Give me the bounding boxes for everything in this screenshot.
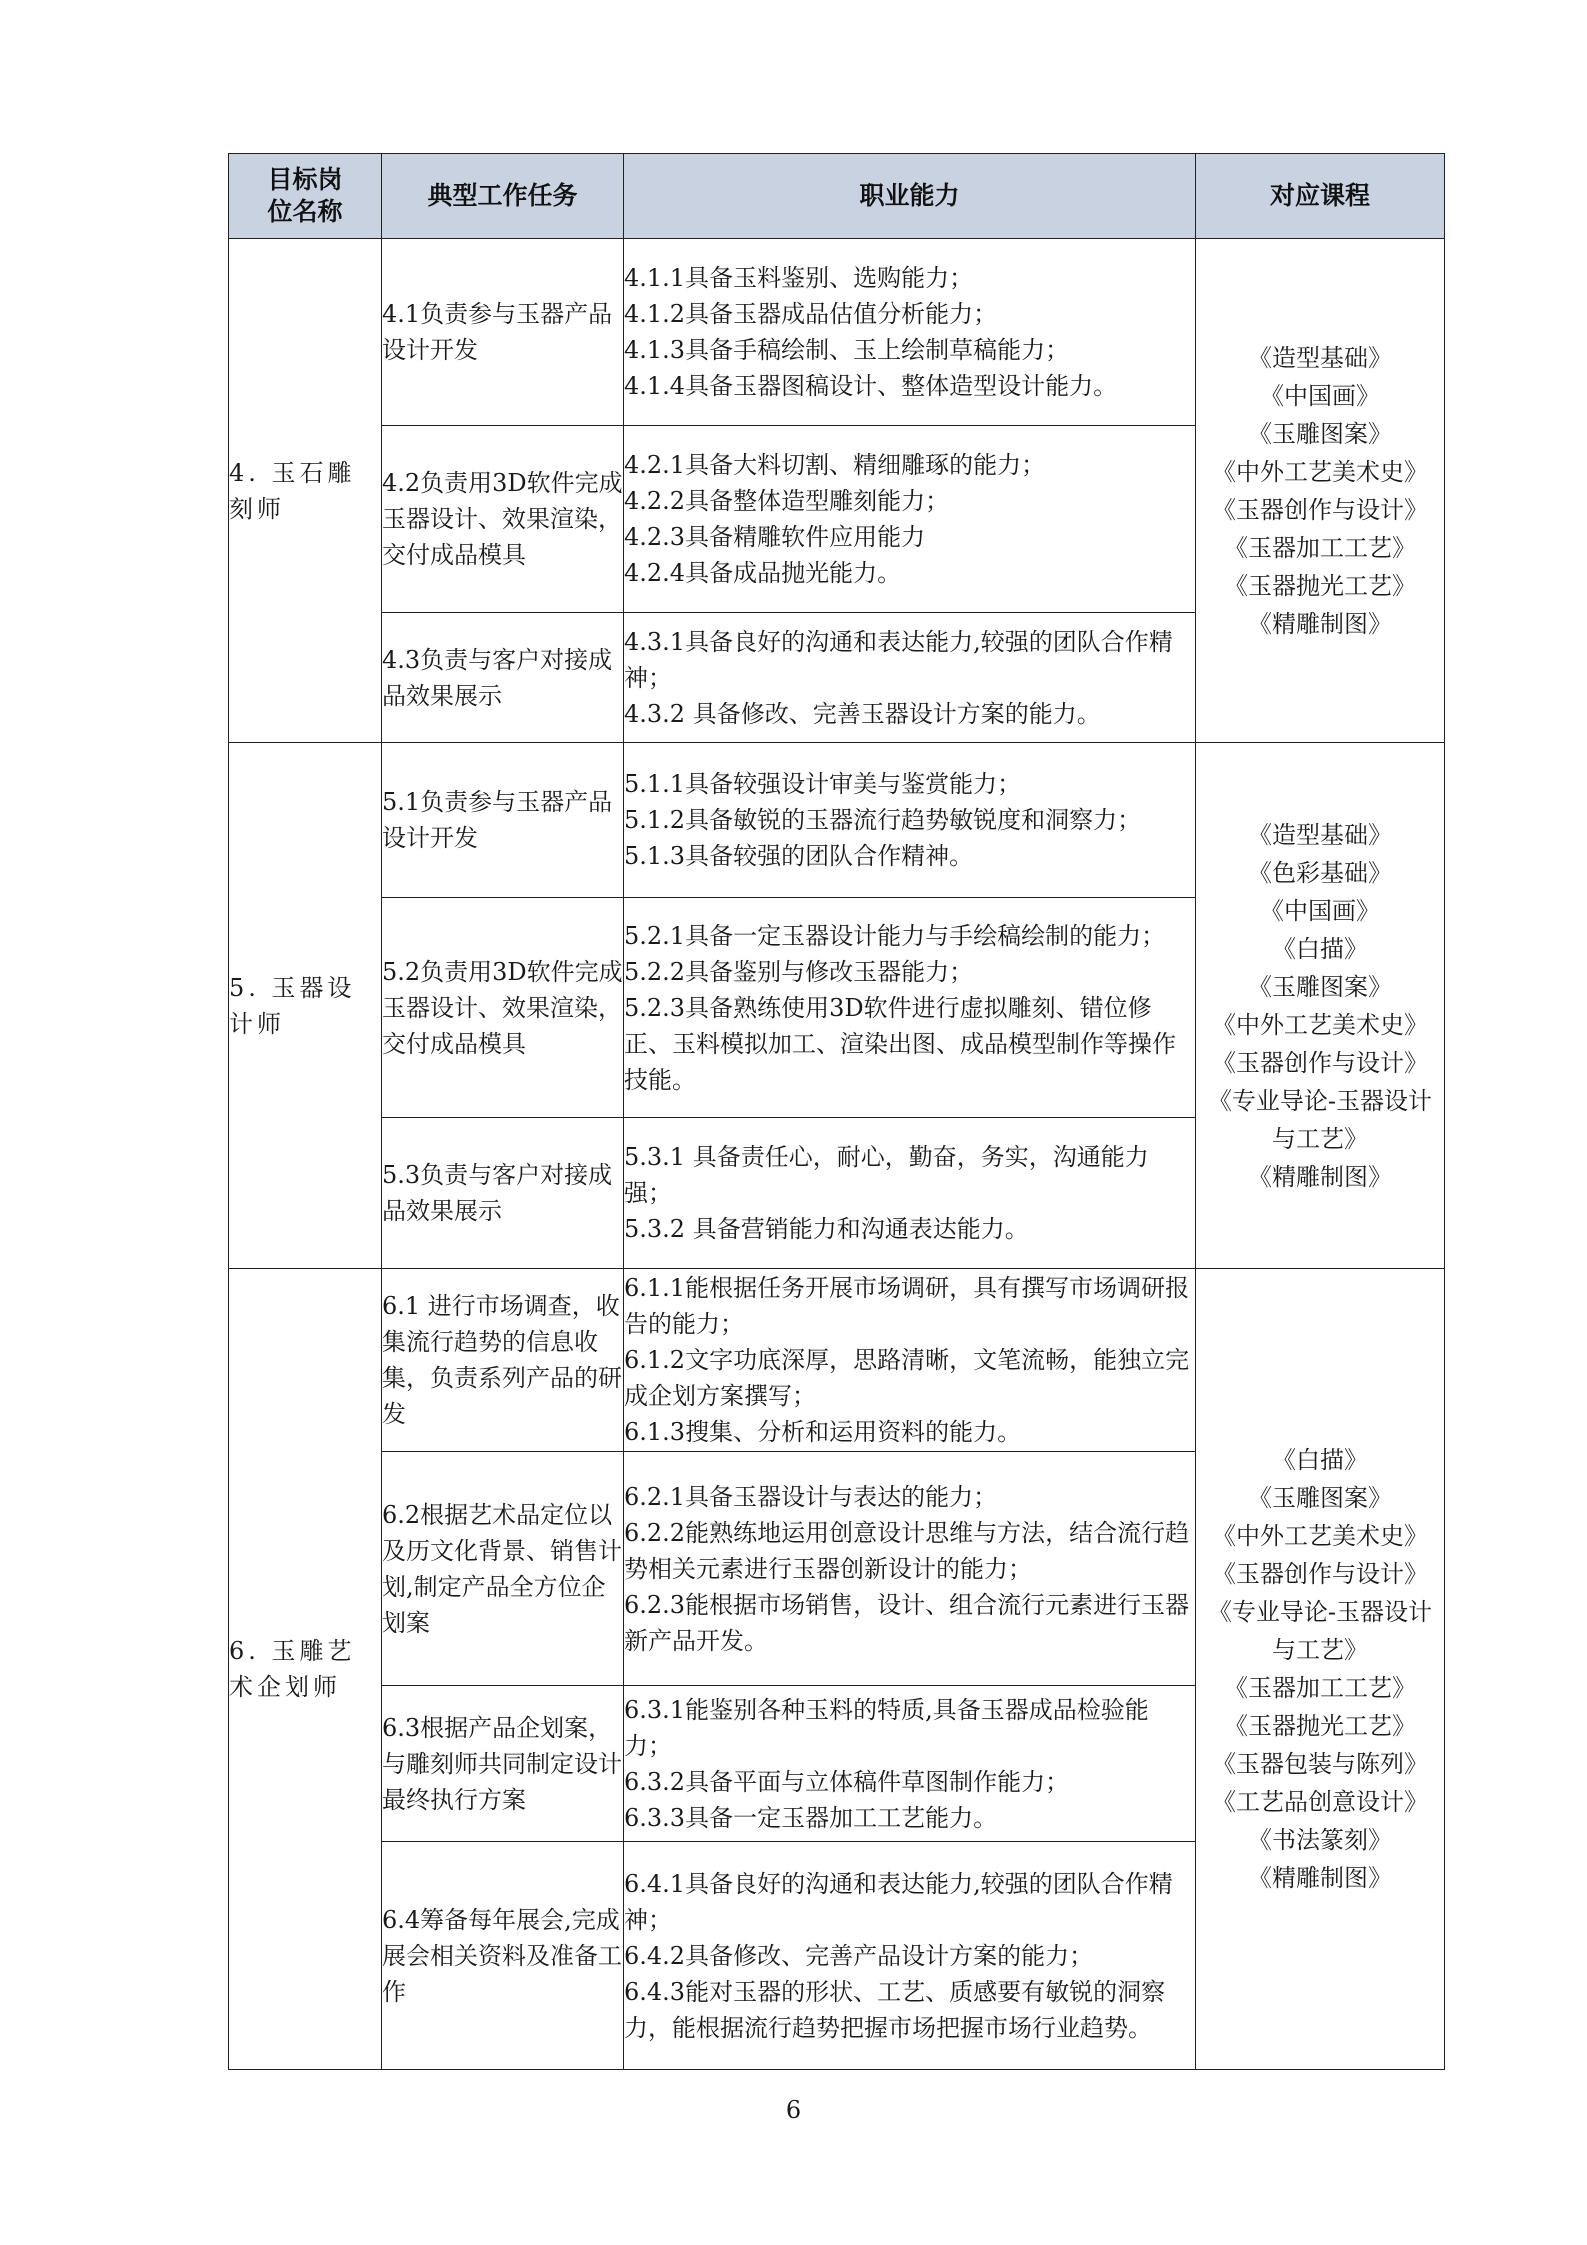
course-item: 《造型基础》 <box>1248 343 1392 372</box>
ability-item: 5.1.2具备敏锐的玉器流行趋势敏锐度和洞察力； <box>624 806 1142 834</box>
course-item: 《中国画》 <box>1260 381 1380 410</box>
course-item: 《专业导论-玉器设计与工艺》 <box>1207 1086 1433 1153</box>
table-row <box>229 1269 1445 1452</box>
course-item: 《玉雕图案》 <box>1248 1484 1392 1512</box>
ability-item: 5.3.2 具备营销能力和沟通表达能力。 <box>624 1215 1029 1243</box>
ability-cell <box>624 1686 1196 1842</box>
course-item: 《玉雕图案》 <box>1248 972 1392 1001</box>
typical-task-cell: 4.3负责与客户对接成品效果展示 <box>382 613 624 743</box>
course-item: 《白描》 <box>1272 934 1368 963</box>
ability-item: 4.2.4具备成品抛光能力。 <box>624 559 902 587</box>
ability-item: 6.1.1能根据任务开展市场调研，具有撰写市场调研报告的能力； <box>624 1274 1190 1338</box>
typical-task-cell: 5.1负责参与玉器产品设计开发 <box>382 743 624 898</box>
ability-item: 6.4.1具备良好的沟通和表达能力,较强的团队合作精神； <box>624 1869 1173 1934</box>
typical-task-cell: 6.4筹备每年展会,完成展会相关资料及准备工作 <box>382 1842 624 2070</box>
ability-cell <box>624 1842 1196 2070</box>
ability-cell <box>624 743 1196 898</box>
course-item: 《造型基础》 <box>1248 820 1392 849</box>
ability-item: 6.1.2文字功底深厚，思路清晰，文笔流畅，能独立完成企划方案撰写； <box>624 1346 1190 1410</box>
ability-item: 4.1.3具备手稿绘制、玉上绘制草稿能力； <box>624 336 1070 364</box>
ability-item: 6.4.2具备修改、完善产品设计方案的能力； <box>624 1941 1094 1970</box>
ability-item: 4.1.2具备玉器成品估值分析能力； <box>624 300 998 328</box>
course-item: 《中外工艺美术史》 <box>1212 1522 1428 1550</box>
ability-item: 4.2.3具备精雕软件应用能力 <box>624 523 926 551</box>
typical-task-cell: 5.2负责用3D软件完成玉器设计、效果渲染，交付成品模具 <box>382 898 624 1118</box>
ability-cell <box>624 239 1196 426</box>
typical-task-cell: 4.2负责用3D软件完成玉器设计、效果渲染，交付成品模具 <box>382 426 624 613</box>
header-course: 对应课程 <box>1196 154 1445 239</box>
ability-item: 4.2.2具备整体造型雕刻能力； <box>624 487 950 515</box>
course-item: 《工艺品创意设计》 <box>1212 1788 1428 1816</box>
table-row <box>229 239 1445 426</box>
header-ability: 职业能力 <box>624 154 1196 239</box>
course-item: 《玉器抛光工艺》 <box>1224 571 1416 600</box>
header-target-post: 目标岗位名称 <box>229 154 382 239</box>
post-name-cell: 5. 玉器设计师 <box>229 743 382 1269</box>
ability-cell <box>624 1269 1196 1452</box>
typical-task-cell: 6.2根据艺术品定位以及历文化背景、销售计划,制定产品全方位企划案 <box>382 1452 624 1686</box>
ability-cell <box>624 613 1196 743</box>
ability-cell <box>624 1118 1196 1269</box>
typical-task-cell: 4.1负责参与玉器产品设计开发 <box>382 239 624 426</box>
ability-item: 6.3.2具备平面与立体稿件草图制作能力； <box>624 1767 1070 1796</box>
ability-cell <box>624 426 1196 613</box>
course-item: 《专业导论-玉器设计与工艺》 <box>1207 1598 1433 1664</box>
course-item: 《中国画》 <box>1260 896 1380 925</box>
course-item: 《中外工艺美术史》 <box>1212 457 1428 486</box>
ability-item: 4.3.1具备良好的沟通和表达能力,较强的团队合作精神； <box>624 627 1173 692</box>
ability-item: 6.3.3具备一定玉器加工工艺能力。 <box>624 1803 998 1832</box>
course-item: 《白描》 <box>1272 1446 1368 1474</box>
ability-item: 4.2.1具备大料切割、精细雕琢的能力； <box>624 451 1046 479</box>
ability-item: 5.2.3具备熟练使用3D软件进行虚拟雕刻、错位修正、玉料模拟加工、渲染出图、成品模型制作等操作技能。 <box>624 993 1176 1094</box>
course-item: 《精雕制图》 <box>1248 609 1392 638</box>
course-item: 《玉器加工工艺》 <box>1224 1674 1416 1702</box>
course-item: 《精雕制图》 <box>1248 1864 1392 1892</box>
ability-item: 5.2.2具备鉴别与修改玉器能力； <box>624 957 974 986</box>
course-item: 《玉器创作与设计》 <box>1212 1560 1428 1588</box>
course-item: 《中外工艺美术史》 <box>1212 1010 1428 1039</box>
post-name-cell: 6. 玉雕艺术企划师 <box>229 1269 382 2070</box>
ability-item: 5.3.1 具备责任心，耐心，勤奋，务实，沟通能力强； <box>624 1143 1149 1207</box>
typical-task-cell: 5.3负责与客户对接成品效果展示 <box>382 1118 624 1269</box>
ability-item: 4.3.2 具备修改、完善玉器设计方案的能力。 <box>624 699 1101 728</box>
ability-item: 6.2.1具备玉器设计与表达的能力； <box>624 1482 998 1511</box>
table-row <box>229 743 1445 898</box>
ability-item: 5.1.3具备较强的团队合作精神。 <box>624 842 974 870</box>
table-body <box>229 239 1445 2070</box>
ability-item: 6.2.2能熟练地运用创意设计思维与方法，结合流行趋势相关元素进行玉器创新设计的能力； <box>624 1518 1190 1583</box>
typical-task-cell: 6.3根据产品企划案，与雕刻师共同制定设计最终执行方案 <box>382 1686 624 1842</box>
course-cell <box>1196 239 1445 743</box>
job-competency-table <box>228 153 1445 2070</box>
ability-item: 5.2.1具备一定玉器设计能力与手绘稿绘制的能力； <box>624 921 1166 950</box>
ability-item: 6.1.3搜集、分析和运用资料的能力。 <box>624 1418 1022 1446</box>
ability-item: 6.4.3能对玉器的形状、工艺、质感要有敏锐的洞察力，能根据流行趋势把握市场把握市场行业趋势。 <box>624 1977 1166 2042</box>
page-number: 6 <box>785 2096 802 2124</box>
course-item: 《玉器创作与设计》 <box>1212 1048 1428 1077</box>
course-item: 《玉器创作与设计》 <box>1212 495 1428 524</box>
course-item: 《玉器包装与陈列》 <box>1212 1750 1428 1778</box>
table-header-row <box>229 154 1445 239</box>
course-item: 《书法篆刻》 <box>1248 1826 1392 1854</box>
course-cell <box>1196 1269 1445 2070</box>
course-item: 《玉雕图案》 <box>1248 419 1392 448</box>
course-item: 《色彩基础》 <box>1248 858 1392 887</box>
course-item: 《玉器抛光工艺》 <box>1224 1712 1416 1740</box>
ability-cell <box>624 1452 1196 1686</box>
course-cell <box>1196 743 1445 1269</box>
header-typical-task: 典型工作任务 <box>382 154 624 239</box>
post-name-cell: 4. 玉石雕刻师 <box>229 239 382 743</box>
ability-item: 4.1.1具备玉料鉴别、选购能力； <box>624 264 974 292</box>
course-item: 《精雕制图》 <box>1248 1162 1392 1191</box>
typical-task-cell: 6.1 进行市场调查，收集流行趋势的信息收集，负责系列产品的研发 <box>382 1269 624 1452</box>
ability-item: 5.1.1具备较强设计审美与鉴赏能力； <box>624 770 1022 798</box>
ability-cell <box>624 898 1196 1118</box>
course-item: 《玉器加工工艺》 <box>1224 533 1416 562</box>
ability-item: 4.1.4具备玉器图稿设计、整体造型设计能力。 <box>624 372 1118 400</box>
ability-item: 6.3.1能鉴别各种玉料的特质,具备玉器成品检验能力； <box>624 1695 1149 1760</box>
ability-item: 6.2.3能根据市场销售，设计、组合流行元素进行玉器新产品开发。 <box>624 1590 1190 1655</box>
